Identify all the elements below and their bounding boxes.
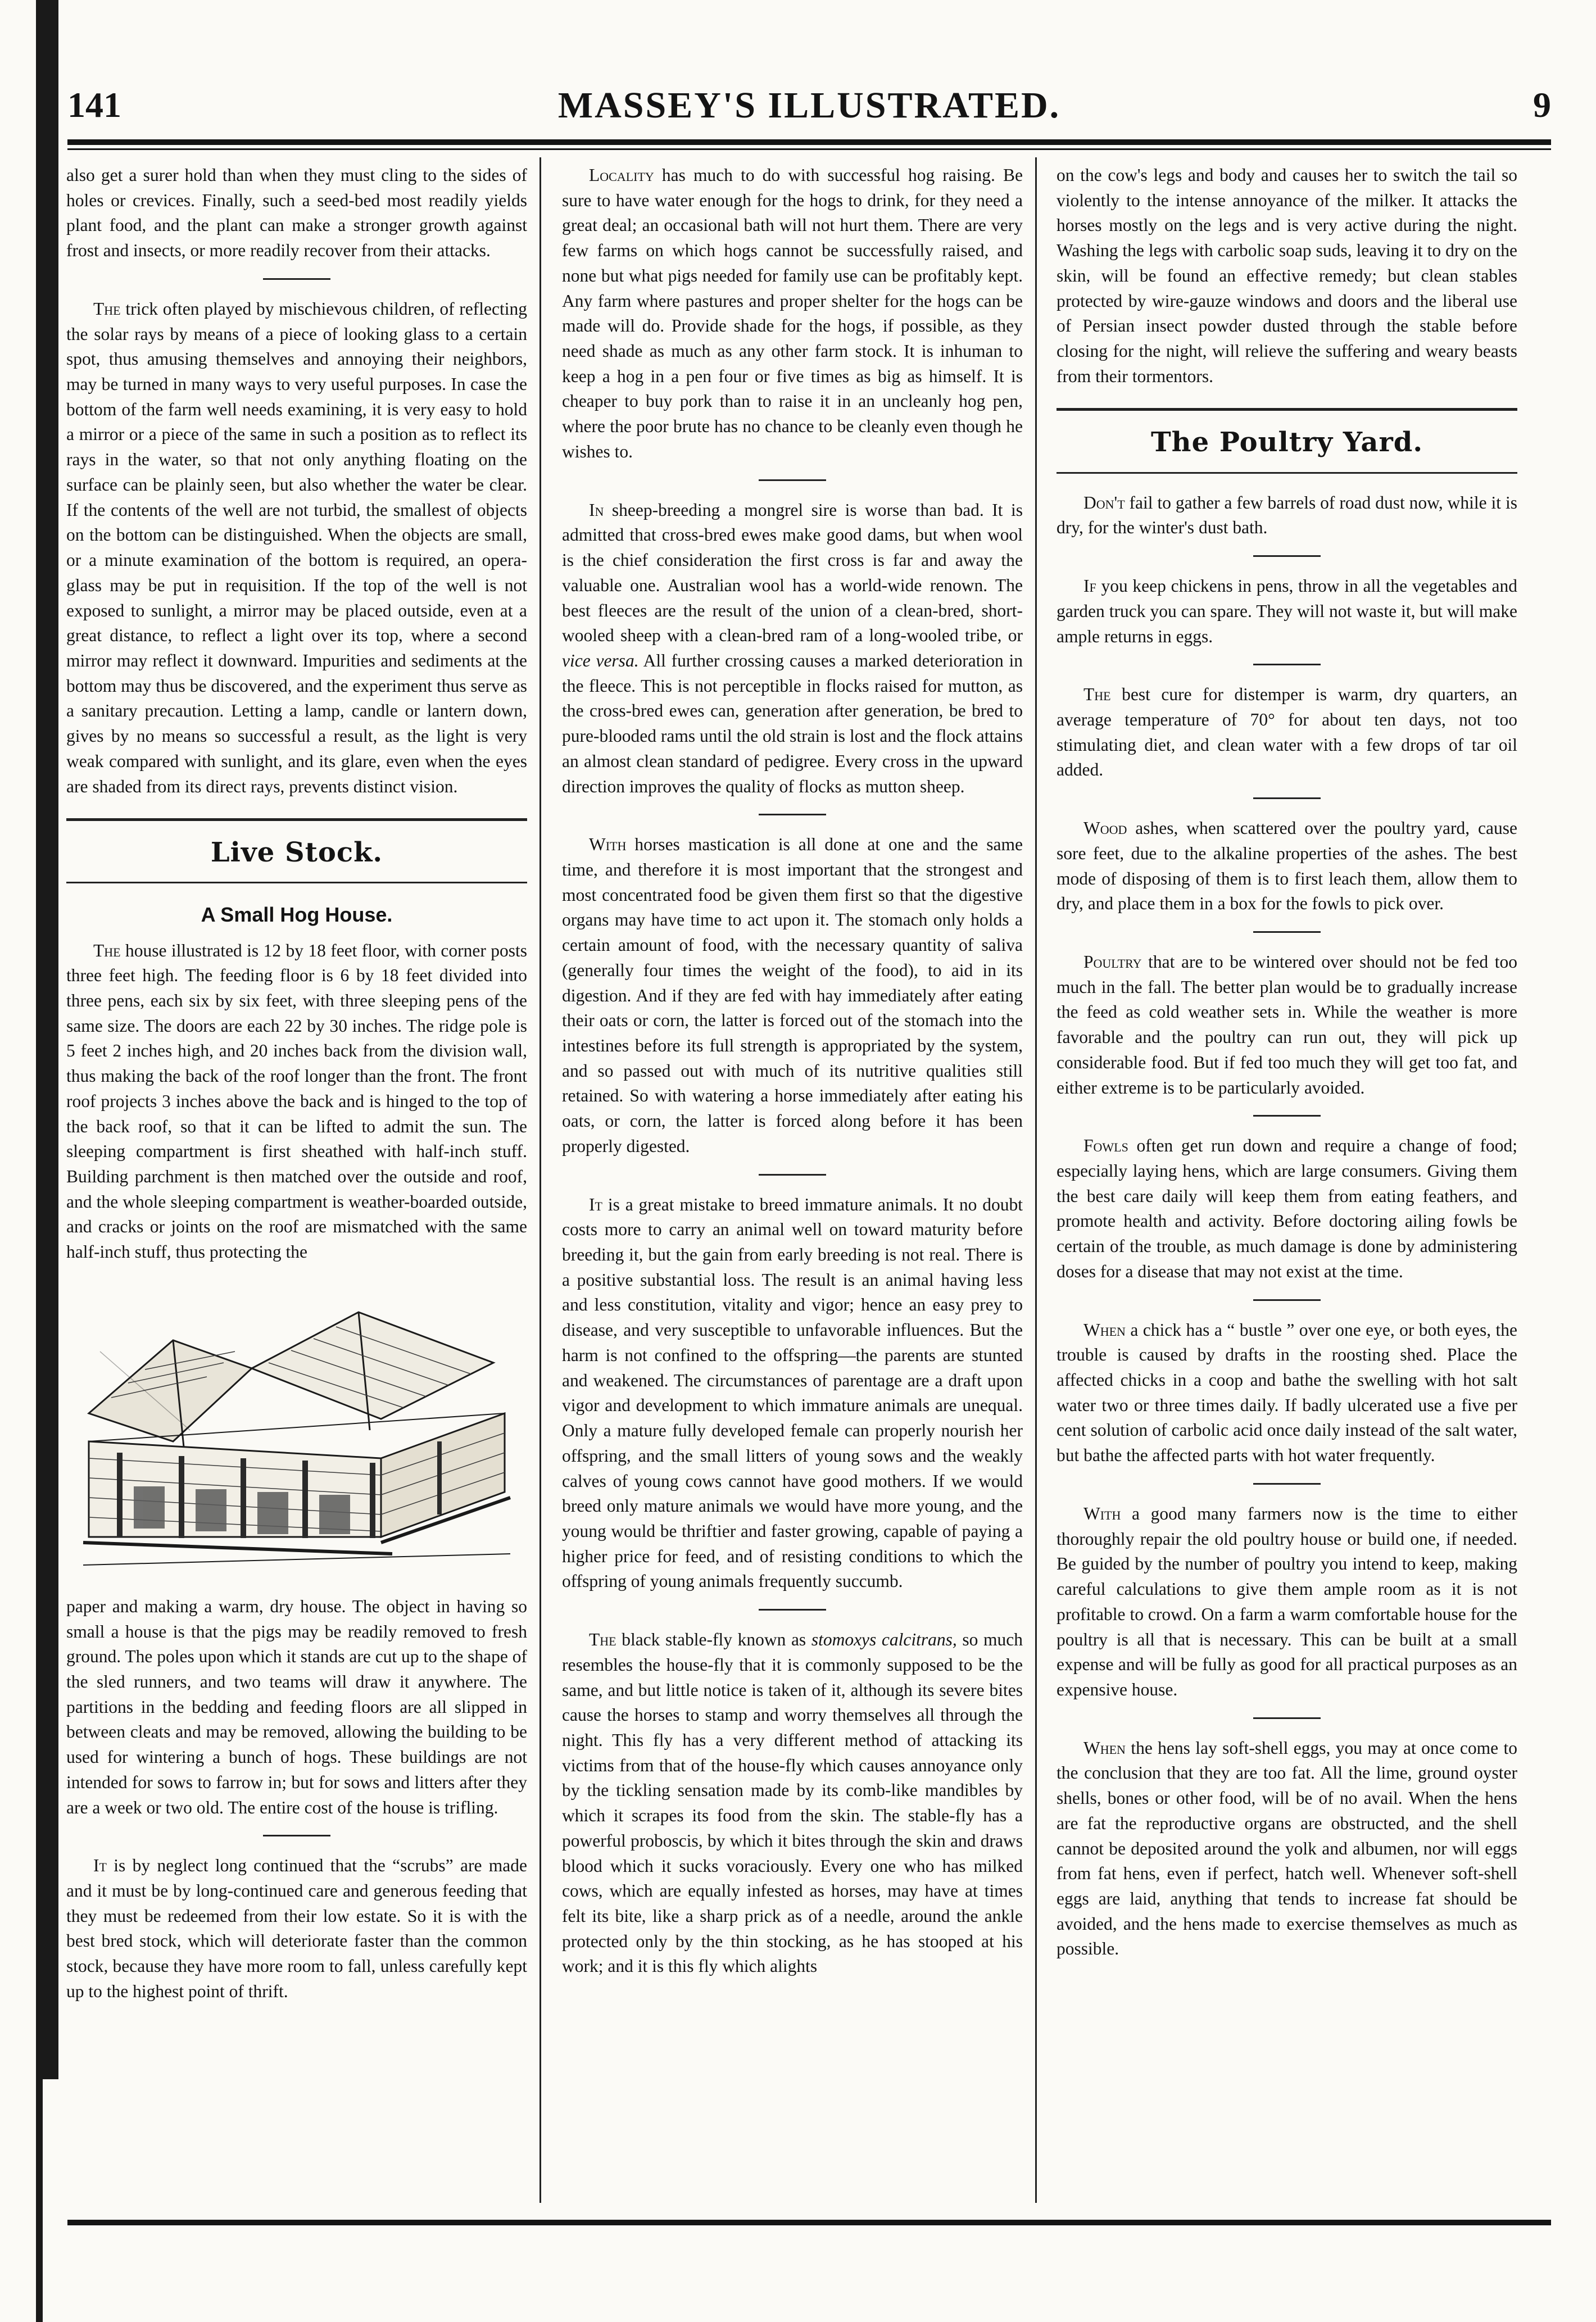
paragraph: [1057, 682, 1517, 783]
header-rule-thin: [67, 148, 1551, 150]
page-number-right: 9: [1533, 85, 1551, 125]
paragraph-body: house illustrated is 12 by 18 feet floor, with corner posts three feet high. The feeding floor is 6 by 18 feet divided into three pens, each six by six feet, with three sleeping pens of the same size. The doors are each 22 by 30 inches. The ridge pole is 5 feet 2 inches high, and 20 inches back from the division wall, thus making the back of the roof longer than the front. The front roof projects 3 inches above the back and is hinged to the top of the back roof, so that it can be lifted to admit the sun. The sleeping compartment is first sheathed with half-inch stuff. Building parchment is then matched over the outside and roof, and the whole sleeping compartment is weather-boarded outside, and cracks or joints on the roof are mismatched with the same half-inch stuff, thus protecting the: [66, 940, 527, 1262]
paragraph-body: black stable-fly known as: [616, 1630, 811, 1650]
separator-rule: [263, 278, 330, 280]
paragraph: [1057, 950, 1517, 1100]
lead-word: If: [1083, 576, 1096, 596]
lead-word: Wood: [1083, 818, 1127, 838]
paragraph-body: horses mastication is all done at one and the same time, and therefore it is most important that the strongest and most concentrated food be given them first so that the digestive organs may have time to act upon it. The stomach only holds a certain amount of food, with the necessary quantity of saliva (generally four times the weight of the food), to aid in its digestion. And if they are fed with hay immediately after eating their oats or corn, the latter is forced out of the stomach into the intestines before its full strength is appropriated by the system, and so passed out with much of its nutritive qualities still retained. So with watering a horse immediately after eating his oats, or corn, the latter is forced along before it has been properly digested.: [562, 835, 1023, 1156]
lead-word: When: [1083, 1738, 1126, 1758]
paragraph-body: that are to be wintered over should not be fed too much in the fall. The better plan would be to gradually increase the feed as cold weather sets in. While the weather is more favorable and the poultry can run out, they will pick up considerable food. But if fed too much they will get too fat, and either extreme is to be particularly avoided.: [1057, 951, 1517, 1097]
paragraph-body: has much to do with successful hog raising. Be sure to have water enough for the hogs to drink, for they need a great deal; an occasional bath will not hurt them. There are very few farms on which hogs cannot be successfully raised, and none but what pigs needed for family use can be profitably kept. Any farm where pastures and proper shelter for the hogs can be made will do. Provide shade for the hogs, if possible, as they need shade as much as any other farm stock. It is inhuman to keep a hog in a pen four or five times as big as himself. It is cheaper to buy pork than to raise it in an uncleanly hog pen, where the poor brute has no chance to be cleanly even though he wishes to.: [562, 165, 1023, 461]
column-divider-1: [539, 157, 541, 2203]
paragraph-body: is a great mistake to breed immature animals. It no doubt costs more to carry an animal well on toward maturity before breeding it, but the gain from early breeding is not real. There is a positive substantial loss. The result is an animal having less and less constitution, vitality and vigor; hence an easy prey to disease, and very susceptible to unfavorable influences. But the harm is not confined to the offspring—the parents are stunted and weakened. The circumstances of parentage are a draft upon vigor and development to which immature animals are unequal. Only a mature fully developed female can properly nourish her offspring, and the small litters of young sows and the weakly calves of young cows cannot have good mothers. If we would breed only mature animals we would have more young, and the young would be thriftier and faster growing, capable of paying a higher price for feed, and of resisting conditions to which the offspring of young animals frequently succumb.: [562, 1194, 1023, 1591]
italic-phrase: vice versa.: [562, 650, 639, 670]
lead-word: Don't: [1083, 492, 1125, 513]
hog-house-engraving: [66, 1273, 527, 1588]
lead-word: Locality: [589, 165, 654, 185]
paragraph: [1057, 1318, 1517, 1468]
lead-word: It: [93, 1856, 107, 1876]
paragraph-body: ashes, when scattered over the poultry yard, cause sore feet, due to the alkaline properties of the ashes. The best mode of disposing of them is to first leach them, allow them to dry, and place them in a box for the fowls to pick over.: [1057, 818, 1517, 914]
separator-rule: [1253, 1299, 1321, 1301]
paragraph: [1057, 491, 1517, 541]
section-title: Live Stock.: [210, 837, 383, 869]
page-number-left: 141: [67, 85, 121, 125]
paragraph-body: you keep chickens in pens, throw in all the vegetables and garden truck you can spare. They will not waste it, but will make ample returns in eggs.: [1057, 576, 1517, 646]
section-heading-live-stock: [66, 818, 527, 883]
paragraph-body: the hens lay soft-shell eggs, you may at once come to the conclusion that they are too fat. All the lime, ground oyster shells, bones or other food, will be of no avail. When the hens are fat the reproductive organs are obstructed, and the shell cannot be deposited around the yolk and albumen, nor will eggs from fat hens, even if perfect, hatch well. Whenever soft-shell eggs are laid, anything that tends to increase fat should be avoided, and the hens made to exercise themselves as much as possible.: [1057, 1738, 1517, 1959]
header-rule-thick: [67, 139, 1551, 145]
paragraph-body: best cure for distemper is warm, dry quarters, an average temperature of 70° for about ten days, not too stimulating diet, and clean water with a few drops of tar oil added.: [1057, 684, 1517, 780]
paragraph-body: often get run down and require a change of food; especially laying hens, which are large consumers. Giving them the best care daily will keep them from eating feathers, and promote health and activity. Before doctoring ailing fowls be certain of the trouble, as much damage is done by administering doses for a disease that may not exist at the time.: [1057, 1136, 1517, 1281]
separator-rule: [1253, 931, 1321, 933]
paragraph: [1057, 1133, 1517, 1284]
paragraph-body: is by neglect long continued that the “scrubs” are made and it must be by long-continued care and generous feeding that they must be redeemed from their low estate. So it is with the best bred stock, which will deteriorate faster than the common stock, because they have more room to fall, unless carefully kept up to the highest point of thrift.: [66, 1856, 527, 2001]
lead-word: The: [589, 1630, 616, 1650]
lead-word: It: [589, 1194, 602, 1214]
lead-word: In: [589, 500, 604, 520]
paragraph-body: a good many farmers now is the time to either thoroughly repair the old poultry house or build one, if needed. Be guided by the number of poultry you intend to keep, making careful calculations to give them ample room as it is not profitable to crowd. On a farm a warm comfortable house for the poultry is all that is necessary. This can be built at a small expense and will be fully as good for all practical purposes as an expensive house.: [1057, 1503, 1517, 1699]
separator-rule: [759, 1609, 826, 1611]
paragraph: [562, 163, 1023, 465]
paragraph: [562, 832, 1023, 1159]
section-heading-poultry-yard: [1057, 408, 1517, 473]
lead-word: The: [93, 298, 121, 319]
separator-rule: [1253, 664, 1321, 665]
page-spine-shadow-lower: [36, 2079, 43, 2322]
separator-rule: [1253, 797, 1321, 799]
section-title: The Poultry Yard.: [1150, 427, 1423, 459]
paragraph: [1057, 1736, 1517, 1962]
paragraph: also get a surer hold than when they must cling to the sides of holes or crevices. Finally, such a seed-bed most readily yields plant food, and the plant can make a stronger growth against frost and insects, or more readily recover from their attacks.: [66, 165, 527, 261]
lead-word: With: [589, 835, 627, 855]
separator-rule: [263, 1835, 330, 1836]
paragraph-body: a chick has a “ bustle ” over one eye, or both eyes, the trouble is caused by drafts in the roosting shed. Place the affected chicks in a coop and bathe the swelling with hot salt water two or three times daily. If badly ulcerated use a five per cent solution of carbolic acid once daily instead of the salt water, but bathe the affected parts with hot water frequently.: [1057, 1319, 1517, 1466]
paragraph-body: sheep-breeding a mongrel sire is worse than bad. It is admitted that cross-bred ewes make good dams, but when wool is the chief consideration the first cross is far and away the valuable one. Australian wool has a world-wide renown. The best fleeces are the result of the union of a clean-bred, short-wooled sheep with a clean-bred ram of a long-wooled tribe, or: [562, 500, 1023, 646]
paragraph-body: fail to gather a few barrels of road dust now, while it is dry, for the winter's dust bath.: [1057, 492, 1517, 538]
column-1: [66, 163, 527, 2012]
lead-word: When: [1083, 1319, 1126, 1340]
lead-word: Poultry: [1083, 951, 1142, 972]
paragraph: [66, 938, 527, 1265]
italic-phrase: stomoxys calcitrans,: [811, 1630, 957, 1650]
paragraph: [562, 1627, 1023, 1979]
paragraph-body: trick often played by mischievous children, of reflecting the solar rays by means of a piece of looking glass to a certain spot, thus amusing themselves and annoying their neighbors, may be turned in many ways to very useful purposes. In case the bottom of the farm well needs examining, it is very easy to hold a mirror or a piece of the same in such a position as to reflect its rays in the water, so that not only anything floating on the surface can be plainly seen, but also whether the water be clear. If the contents of the well are not turbid, the smallest of objects on the bottom can be distinguished. When the objects are small, or a minute examination of the bottom is required, an opera-glass may be put in requisition. If the top of the well is not exposed to sunlight, a mirror may be placed outside, even at a great distance, to reflect a light over its top, where a second mirror may reflect it downward. Impurities and sediments at the bottom may thus be discovered, and the experiment thus serve as a sanitary precaution. Letting a lamp, candle or lantern down, gives by no means so successful a result, as the light is very weak compared with sunlight, and its glare, even when the eyes are shaded from its direct rays, prevents distinct vision.: [66, 298, 527, 796]
separator-rule: [1253, 1717, 1321, 1719]
page-spine-shadow: [36, 0, 58, 2079]
paragraph: [1057, 574, 1517, 649]
paragraph: [562, 498, 1023, 800]
paragraph: [1057, 1502, 1517, 1703]
separator-rule: [1253, 1483, 1321, 1485]
paragraph: on the cow's legs and body and causes her to switch the tail so violently to the intense annoyance of the milker. It attacks the horses mostly on the legs and is very active during the night. Washing the legs with carbolic soap suds, leaving it to dry on the skin, will be found an effective remedy; but clean stables protected by wire-gauze windows and doors and the liberal use of Persian insect powder dusted through the stable before closing for the night, will relieve the suffering and weary beasts from their tormentors.: [1057, 165, 1517, 386]
paragraph: [1057, 816, 1517, 917]
separator-rule: [759, 814, 826, 815]
masthead-title: MASSEY'S ILLUSTRATED.: [557, 85, 1061, 126]
footer-rule: [67, 2220, 1551, 2225]
paragraph: paper and making a warm, dry house. The object in having so small a house is that the pigs may be readily removed to fresh ground. The poles upon which it stands are cut up to the shape of the sled runners, and two teams will draw it anywhere. The partitions in the bedding and feeding floors are all slipped in between cleats and may be removed, allowing the building to be used for wintering a bunch of hogs. These buildings are not intended for sows to farrow in; but for sows and litters after they are a week or two old. The entire cost of the house is trifling.: [66, 1596, 527, 1817]
separator-rule: [759, 1174, 826, 1176]
column-3: [1057, 163, 1517, 1970]
lead-word: The: [1083, 684, 1111, 705]
column-divider-2: [1035, 157, 1037, 2203]
lead-word: With: [1083, 1503, 1121, 1523]
separator-rule: [1253, 555, 1321, 557]
separator-rule: [1253, 1115, 1321, 1117]
separator-rule: [759, 479, 826, 481]
running-header: [67, 84, 1551, 140]
article-subheading: A Small Hog House.: [201, 903, 393, 927]
column-2: [562, 163, 1023, 1987]
paragraph-body-tail: so much resembles the house-fly that it is commonly supposed to be the same, and but little notice is taken of it, although its severe bites cause the horses to stamp and worry themselves all through the night. This fly has a very different method of attacking its victims from that of the house-fly which causes annoyance only by the tickling sensation made by its comb-like mandibles by which it scrapes its food from the skin. The stable-fly has a powerful proboscis, by which it bites through the skin and draws blood which it sucks voraciously. Every one who has milked cows, which are equally infested as horses, may have at times felt its bite, like a sharp prick as of a needle, around the ankle protected only by the thin stocking, as he has stooped at his work; and it is this fly which alights: [562, 1630, 1023, 1976]
lead-word: The: [93, 940, 121, 960]
paragraph: [562, 1192, 1023, 1595]
paragraph: [66, 1853, 527, 2004]
lead-word: Fowls: [1083, 1136, 1128, 1156]
paragraph-body-tail: All further crossing causes a marked deterioration in the fleece. This is not perceptible in flocks raised for mutton, as the cross-bred ewes can, generation after generation, be bred to pure-blooded rams until the old strain is lost and the flock attains an almost clean standard of pedigree. Every cross in the upward direction improves the quality of flocks as mutton sheep.: [562, 650, 1023, 796]
paragraph: [66, 297, 527, 799]
